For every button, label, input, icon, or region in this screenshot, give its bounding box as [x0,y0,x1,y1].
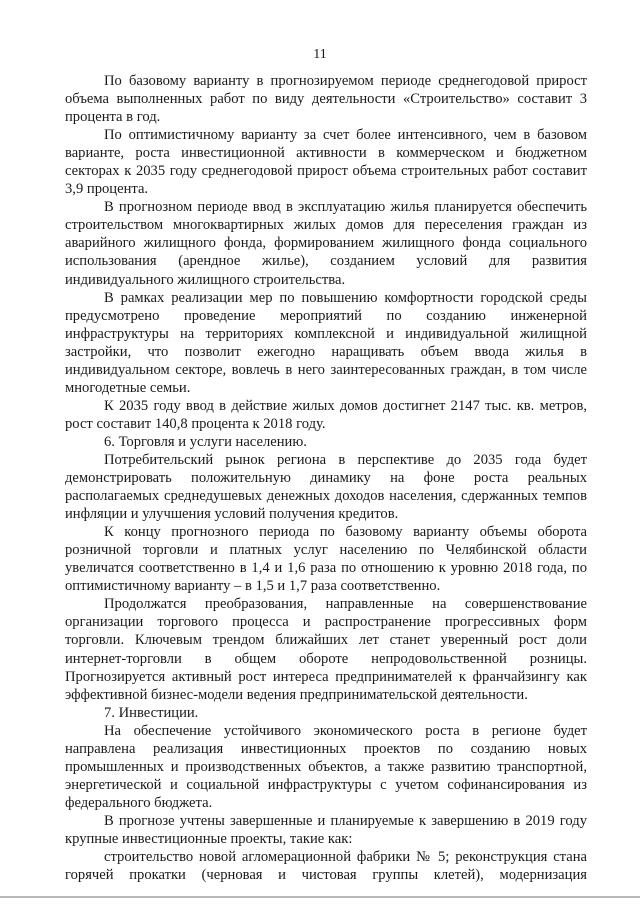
section-heading-trade: 6. Торговля и услуги населению. [104,433,307,450]
page-number: 11 [313,47,327,62]
paragraph-forecast-projects: В прогнозе учтены завершенные и планируемые к завершению в 2019 году крупные инвестиционные проекты, такие как: [65,812,587,847]
page-bottom-edge [0,896,640,898]
paragraph-consumer-market: Потребительский рынок региона в перспективе до 2035 года будет демонстрировать положительную динамику на фоне роста реальных располагаемых среднедушевых денежных доходов населения, сдержанных темпов инфляции и улучшения условий получения кредитов. [65,451,587,523]
paragraph-housing-2035: К 2035 году ввод в действие жилых домов достигнет 2147 тыс. кв. метров, рост составит 140,8 процента к 2018 году. [65,397,587,432]
paragraph-construction-optimistic: По оптимистичному варианту за счет более интенсивного, чем в базовом варианте, роста инвестиционной активности в коммерческом и бюджетном секторах к 2035 году среднегодовой прирост объема строительных работ составит 3,9 процента. [65,127,587,198]
paragraph-retail-turnover: К концу прогнозного периода по базовому варианту объемы оборота розничной торговли и платных услуг населению по Челябинской области увеличатся соответственно в 1,4 и 1,6 раза по отношению к уровню 2018 года, по оптимистичному варианту – в 1,5 и 1,7 раза соответственно. [65,524,587,595]
document-body [65,72,587,884]
paragraph-urban-environment: В рамках реализации мер по повышению комфортности городской среды предусмотрено проведение мероприятий по созданию инженерной инфраструктуры на территориях комплексной и индивидуальной жилищной застройки, что позволит ежегодно наращивать объем ввода жилья в индивидуальном секторе, вовлечь в него заинтересованных граждан, в том числе многодетные семьи. [65,289,587,396]
paragraph-trade-transformation: Продолжатся преобразования, направленные на совершенствование организации торгового процесса и распространение прогрессивных форм торговли. Ключевым трендом ближайших лет станет уверенный рост доли интернет-торговли в общем обороте непродовольственной розницы. Прогнозируется активный рост интереса предпринимателей к франчайзингу как эффективной бизнес-модели ведения предпринимательской деятельности. [65,596,587,703]
paragraph-project-list: строительство новой агломерационной фабрики № 5; реконструкция стана горячей прокатки (черновая и чистовая группы клетей), модернизация [65,849,587,884]
section-heading-investment: 7. Инвестиции. [104,704,199,721]
paragraph-investment-projects: На обеспечение устойчивого экономического роста в регионе будет направлена реализация инвестиционных проектов по созданию новых промышленных и производственных объектов, а также развитию транспортной, энергетической и социальной инфраструктуры с учетом софинансирования из федерального бюджета. [65,722,587,811]
paragraph-housing-commissioning: В прогнозном периоде ввод в эксплуатацию жилья планируется обеспечить строительством многоквартирных жилых домов для переселения граждан из аварийного жилищного фонда, формированием жилищного фонда социального использования (арендное жилье), созданием условий для развития индивидуального жилищного строительства. [65,199,587,288]
paragraph-construction-base: По базовому варианту в прогнозируемом периоде среднегодовой прирост объема выполненных работ по виду деятельности «Строительство» составит 3 процента в год. [65,73,587,126]
